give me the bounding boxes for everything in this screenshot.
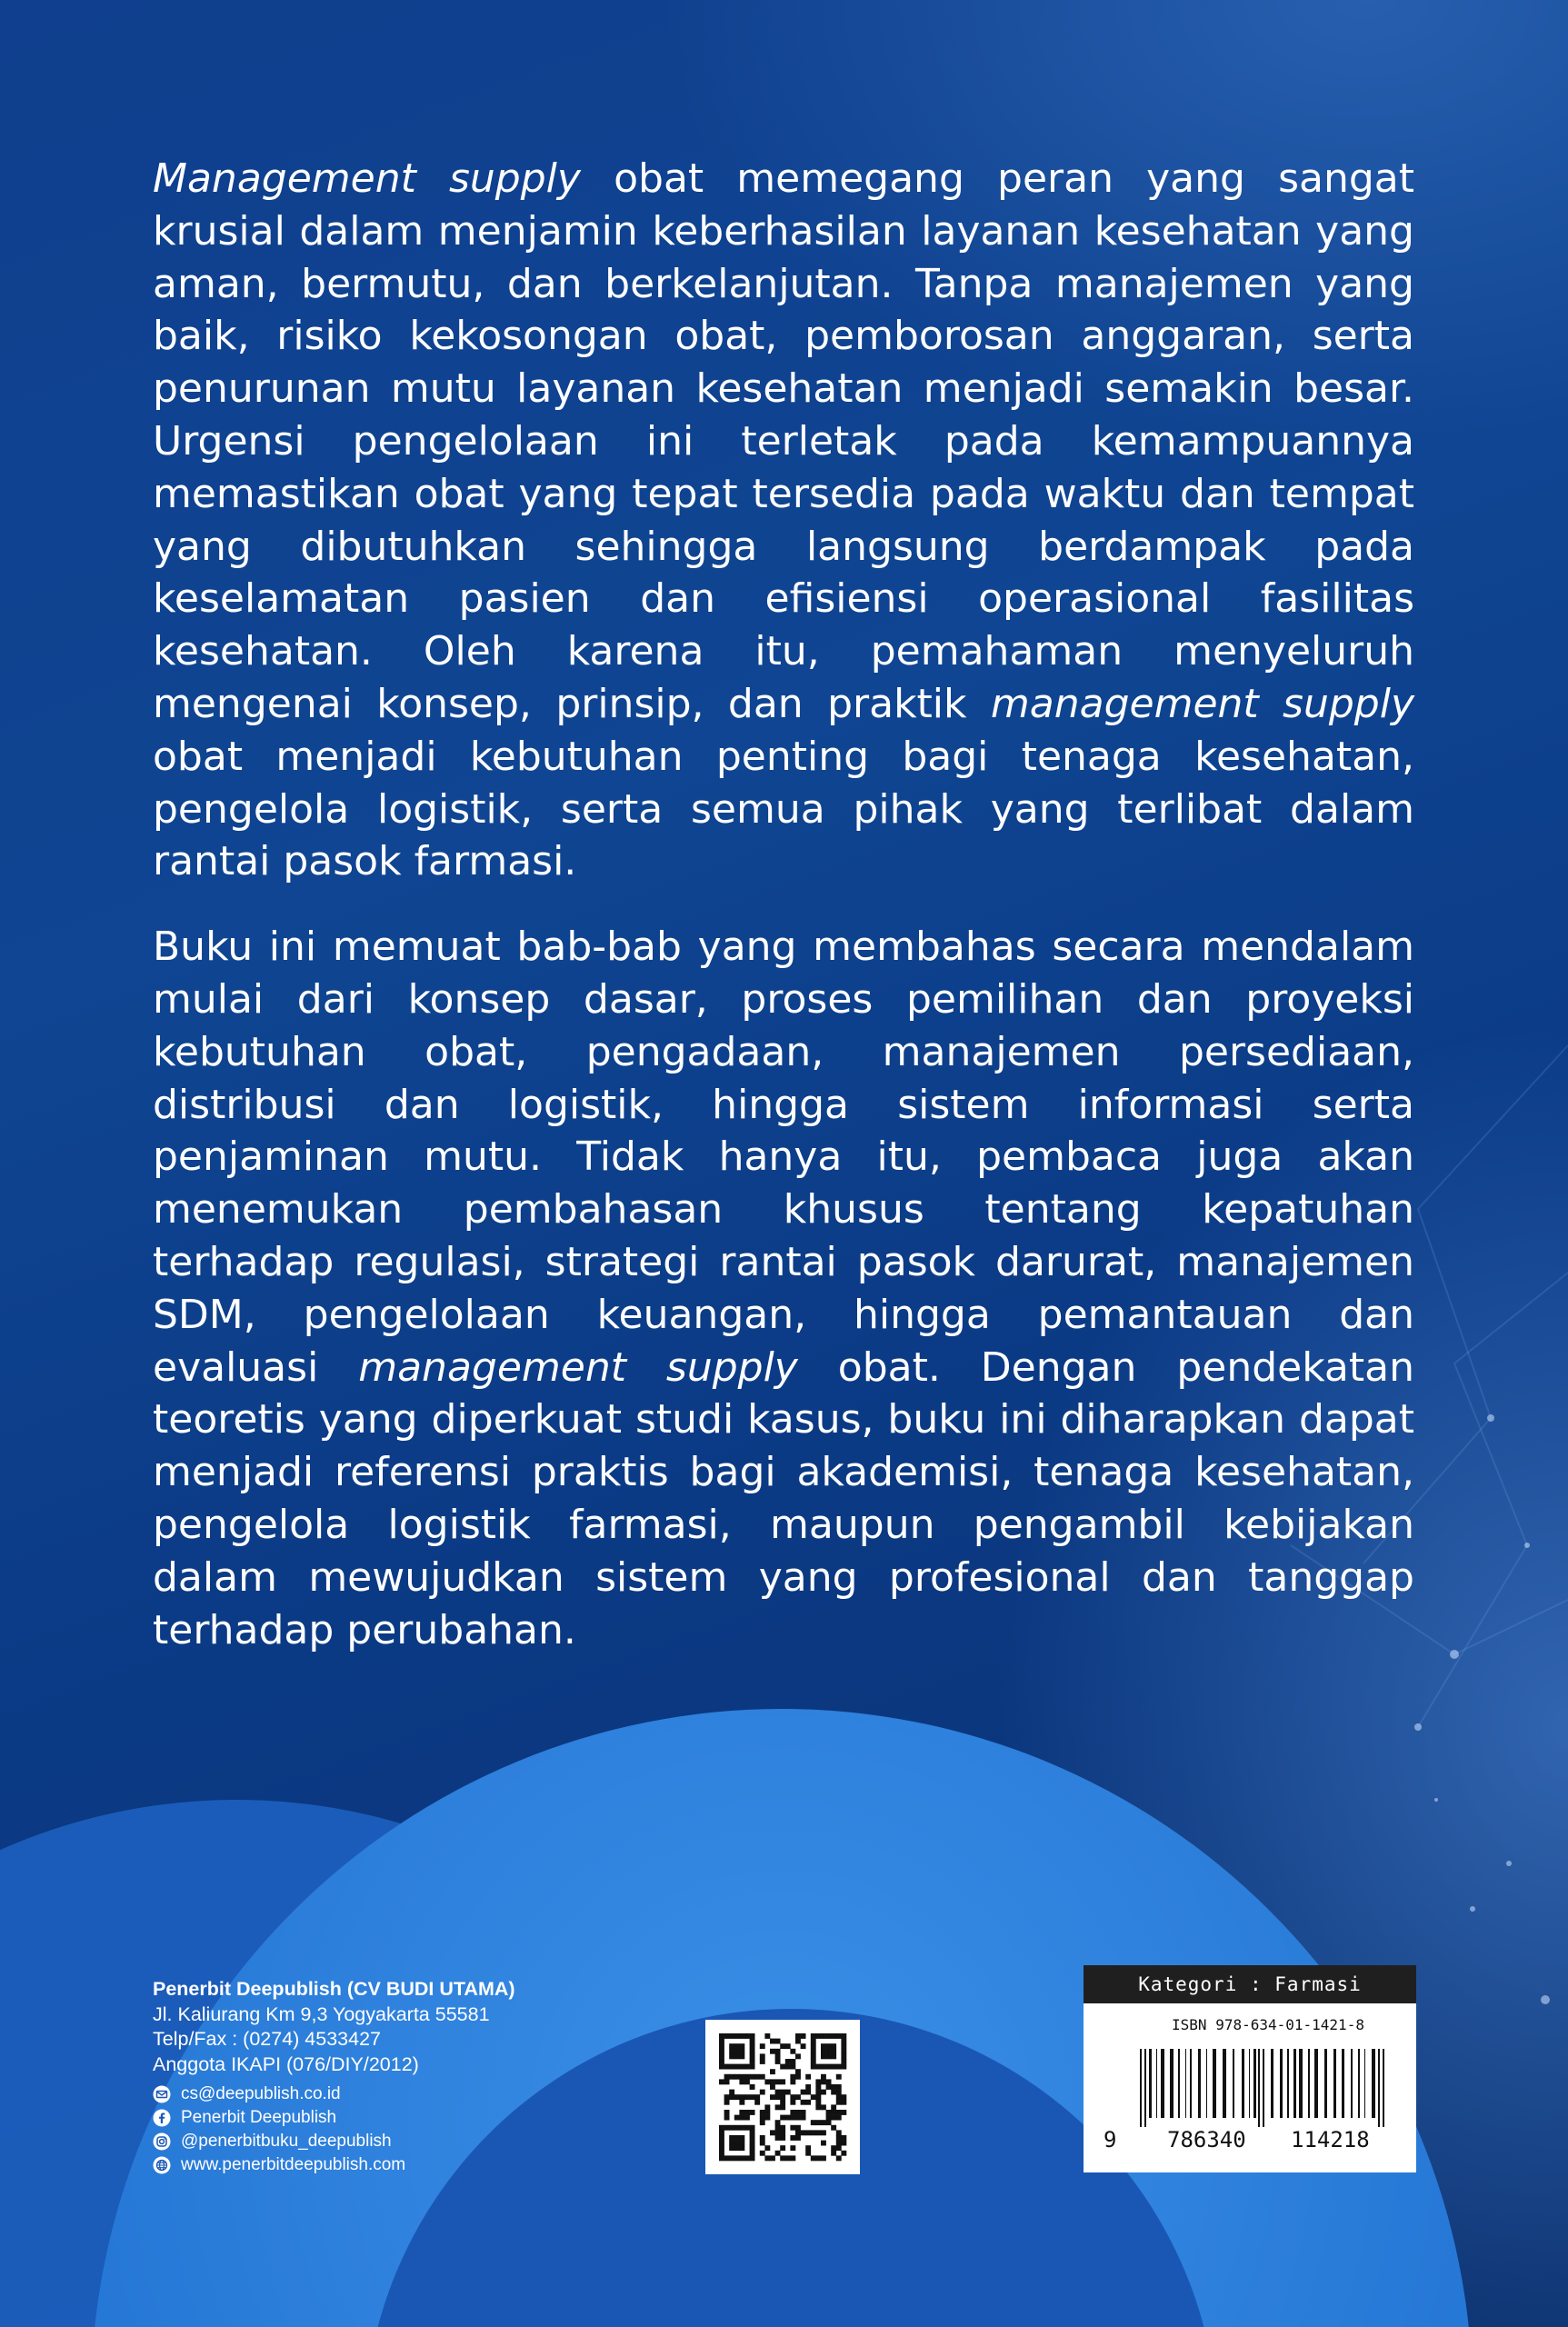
blurb-p1-run-2: management supply (990, 680, 1414, 727)
blurb-p1-run-1: obat memegang peran yang sangat krusial dalam menjamin keberhasilan layanan kesehatan yang aman, bermutu, dan berkelanjutan. Tanpa manajemen yang baik, risiko kekosongan obat, pemborosan anggaran, serta penurunan mutu layanan kesehatan menjadi semakin besar. Urgensi pengelolaan ini terletak pada kemampuannya memastikan obat yang tepat tersedia pada waktu dan tempat yang dibutuhkan sehingga langsung berdampak pada keselamatan pasien dan efisiensi operasional fasilitas kesehatan. Oleh karena itu, pemahaman menyeluruh mengenai konsep, prinsip, dan praktik (153, 155, 1415, 727)
email-text: cs@deepublish.co.id (181, 2084, 341, 2104)
qr-code[interactable] (705, 2020, 860, 2174)
blurb-p1-run-0: Management supply (153, 155, 581, 202)
blurb-p2-run-1: management supply (358, 1343, 798, 1391)
publisher-name: Penerbit Deepublish (CV BUDI UTAMA) (153, 1978, 515, 2000)
publisher-member: Anggota IKAPI (076/DIY/2012) (153, 2052, 419, 2075)
blurb-paragraph-2 (153, 921, 1414, 1656)
publisher-phone: Telp/Fax : (0274) 4533427 (153, 2028, 381, 2050)
contact-list (153, 2082, 515, 2177)
publisher-info (153, 1977, 515, 2177)
email-icon (153, 2085, 171, 2103)
blurb-p2-run-0: Buku ini memuat bab-bab yang membahas secara mendalam mulai dari konsep dasar, proses pemilihan dan proyeksi kebutuhan obat, pengadaan, manajemen persediaan, distribusi dan logistik, hingga sistem informasi serta penjaminan mutu. Tidak hanya itu, pembaca juga akan menemukan pembahasan khusus tentang kepatuhan terhadap regulasi, strategi rantai pasok darurat, manajemen SDM, pengelolaan keuangan, hingga pemantauan dan evaluasi (153, 924, 1414, 1391)
facebook-text: Penerbit Deepublish (181, 2108, 337, 2128)
contact-email[interactable] (153, 2082, 515, 2106)
barcode-icon (1136, 2049, 1391, 2127)
qr-code-icon (705, 2020, 860, 2174)
instagram-icon (153, 2132, 171, 2151)
contact-website[interactable] (153, 2153, 515, 2177)
blurb-paragraph-1 (153, 153, 1414, 888)
facebook-icon (153, 2109, 171, 2127)
publisher-address: Jl. Kaliurang Km 9,3 Yogyakarta 55581 (153, 2002, 490, 2025)
contact-instagram[interactable] (153, 2130, 515, 2153)
isbn-block (1084, 1965, 1416, 2172)
blurb (153, 153, 1414, 1656)
barcode-digit-lead: 9 (1104, 2127, 1117, 2152)
instagram-text: @penerbitbuku_deepublish (181, 2132, 392, 2152)
contact-facebook[interactable] (153, 2106, 515, 2130)
isbn-number: ISBN 978-634-01-1421-8 (1172, 2016, 1364, 2033)
barcode-digit-group-2: 114218 (1291, 2127, 1370, 2152)
website-text: www.penerbitdeepublish.com (181, 2155, 406, 2175)
barcode-digit-group-1: 786340 (1167, 2127, 1246, 2152)
blurb-p1-run-3: obat menjadi kebutuhan penting bagi tenaga kesehatan, pengelola logistik, serta semua pihak yang terlibat dalam rantai pasok farmasi. (153, 733, 1414, 885)
globe-icon (153, 2156, 171, 2174)
blurb-p2-run-2: obat. Dengan pendekatan teoretis yang diperkuat studi kasus, buku ini diharapkan dapat menjadi referensi praktis bagi akademisi, tenaga kesehatan, pengelola logistik farmasi, maupun pengambil kebijakan dalam mewujudkan sistem yang profesional dan tanggap terhadap perubahan. (153, 1343, 1414, 1653)
category-label: Kategori : Farmasi (1084, 1965, 1416, 2003)
